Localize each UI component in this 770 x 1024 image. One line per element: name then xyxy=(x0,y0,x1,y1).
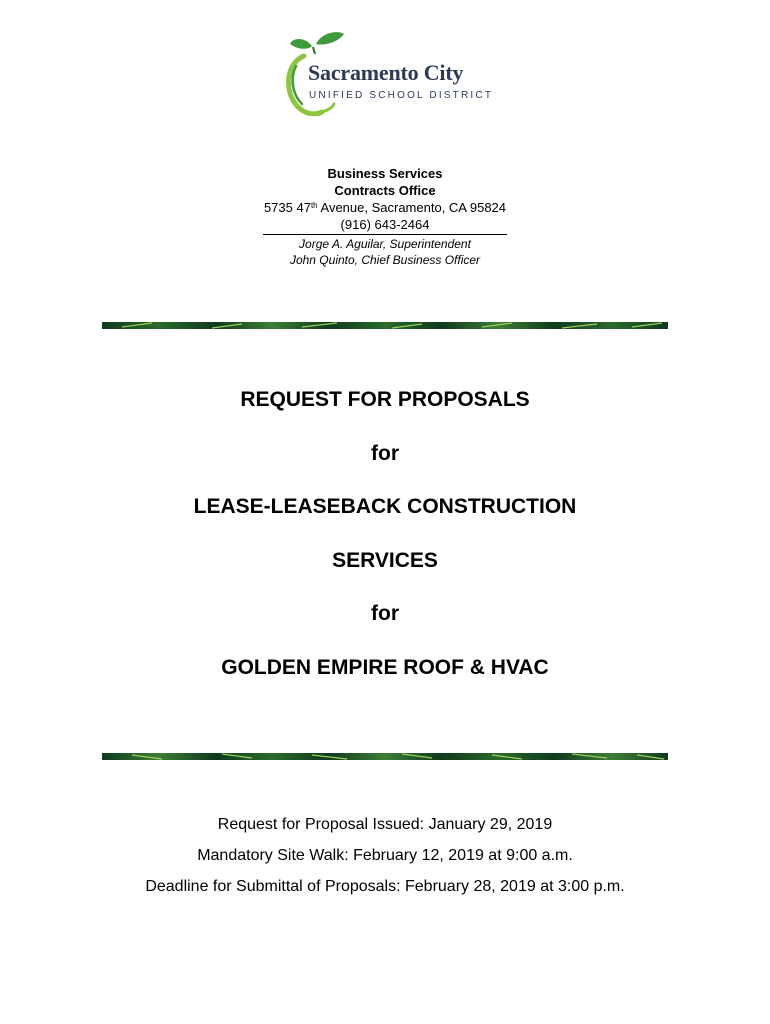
district-logo xyxy=(282,30,492,116)
office-name: Contracts Office xyxy=(334,183,436,198)
title-line-3: LEASE-LEASEBACK CONSTRUCTION xyxy=(193,495,577,518)
address-number: 5735 47 xyxy=(263,200,311,215)
title-line-2: for xyxy=(371,441,399,465)
logo-name: Sacramento City xyxy=(308,60,464,85)
office-address xyxy=(0,199,770,216)
logo-subtitle: UNIFIED SCHOOL DISTRICT xyxy=(309,90,494,101)
decorative-band-top xyxy=(102,322,668,329)
rfp-title xyxy=(0,386,770,707)
site-walk-date: Mandatory Site Walk: February 12, 2019 at 9:00 a.m. xyxy=(197,847,573,864)
cbo-name: John Quinto, Chief Business Officer xyxy=(289,253,481,267)
office-phone: (916) 643-2464 xyxy=(340,217,430,232)
superintendent-name: Jorge A. Aguilar, Superintendent xyxy=(299,237,471,251)
title-line-6: GOLDEN EMPIRE ROOF & HVAC xyxy=(221,655,549,679)
title-line-5: for xyxy=(371,602,399,625)
decorative-band-bottom xyxy=(102,753,668,760)
address-suffix: th xyxy=(310,201,318,210)
title-line-1: REQUEST FOR PROPOSALS xyxy=(240,388,530,411)
deadline-date: Deadline for Submittal of Proposals: February 28, 2019 at 3:00 p.m. xyxy=(145,878,625,895)
office-header xyxy=(0,165,770,268)
header-divider xyxy=(263,234,507,235)
rfp-schedule xyxy=(0,813,770,906)
address-rest: Avenue, Sacramento, CA 95824 xyxy=(317,200,507,215)
title-line-4: SERVICES xyxy=(332,548,438,572)
issued-date: Request for Proposal Issued: January 29, 2019 xyxy=(217,816,553,833)
department-name: Business Services xyxy=(327,166,443,181)
